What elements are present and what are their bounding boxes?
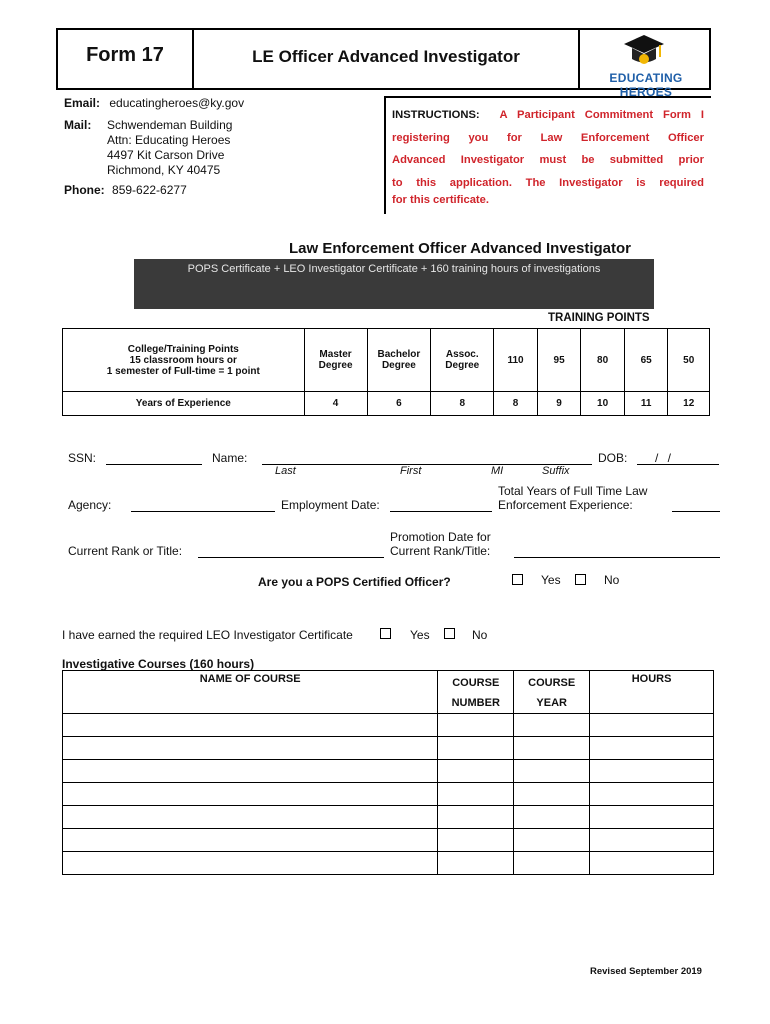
leo-question: I have earned the required LEO Investigator Certificate [62,628,353,642]
form-number: Form 17 [86,44,164,66]
instructions-line: for this certificate. [392,194,489,206]
current-rank-field[interactable] [198,557,384,558]
course-row [63,829,714,852]
course-cell[interactable] [590,714,714,737]
points-header: 110 [494,329,538,392]
course-cell[interactable] [514,737,590,760]
current-rank-label: Current Rank or Title: [68,544,183,558]
course-cell[interactable] [590,760,714,783]
points-header: 95 [537,329,581,392]
training-points-table [62,328,710,416]
course-cell[interactable] [63,760,438,783]
leo-yes-checkbox[interactable] [380,628,391,639]
agency-field[interactable] [131,511,275,512]
years-experience-label: Years of Experience [63,392,305,416]
requirements-text: POPS Certificate + LEO Investigator Certificate + 160 training hours of investigations [187,263,601,275]
course-cell[interactable] [438,852,514,875]
label-line: 15 classroom hours or [129,354,237,366]
course-cell[interactable] [438,806,514,829]
address-line: 4497 Kit Carson Drive [107,148,225,162]
pops-yes-label: Yes [541,573,561,587]
email-label: Email: [64,96,101,110]
courses-title: Investigative Courses (160 hours) [62,657,255,671]
course-cell[interactable] [590,852,714,875]
ssn-field[interactable] [106,464,202,465]
pops-no-checkbox[interactable] [575,574,586,585]
years-cell: 11 [624,392,668,416]
promotion-date-field[interactable] [514,557,720,558]
years-cell: 6 [367,392,431,416]
ssn-label: SSN: [68,451,97,465]
years-cell: 10 [581,392,625,416]
name-part-last: Last [275,465,296,477]
degree-header: Assoc. Degree [431,329,494,392]
course-row [63,783,714,806]
course-cell[interactable] [438,737,514,760]
course-cell[interactable] [514,760,590,783]
instructions-line: Advanced Investigator must be submitted prior [392,154,704,166]
section-title: Law Enforcement Officer Advanced Investigator [288,240,632,257]
name-part-mi: MI [491,465,504,477]
course-cell[interactable] [514,852,590,875]
course-cell[interactable] [438,829,514,852]
hours-header: HOURS [590,671,714,714]
years-cell: 9 [537,392,581,416]
instructions-text [392,104,704,194]
header-divider [192,28,194,90]
mail-label: Mail: [64,118,92,132]
course-cell[interactable] [514,714,590,737]
years-cell: 12 [668,392,710,416]
promotion-date-label: Promotion Date for [390,530,491,544]
course-row [63,806,714,829]
course-row [63,714,714,737]
dob-separator: / / [655,451,672,465]
header-divider [578,28,580,90]
course-number-header [438,671,514,714]
course-cell[interactable] [590,783,714,806]
leo-yes-label: Yes [410,628,430,642]
course-cell[interactable] [514,806,590,829]
instructions-label: INSTRUCTIONS: [392,109,480,121]
phone-value: 859-622-6277 [112,183,187,197]
label-line: College/Training Points [127,343,239,355]
header-line: COURSE [528,677,576,689]
address-line: Schwendeman Building [107,118,233,132]
address-line: Attn: Educating Heroes [107,133,231,147]
pops-no-label: No [604,573,620,587]
years-cell: 8 [494,392,538,416]
email-value: educatingheroes@ky.gov [109,96,245,110]
promotion-date-label: Current Rank/Title: [390,544,491,558]
pops-question: Are you a POPS Certified Officer? [258,575,451,589]
points-header: 65 [624,329,668,392]
header-line: YEAR [536,697,567,709]
course-cell[interactable] [63,806,438,829]
logo-text: EDUCATING HEROES [609,71,683,99]
years-cell: 4 [304,392,367,416]
degree-header: Master Degree [304,329,367,392]
course-cell[interactable] [63,852,438,875]
course-cell[interactable] [514,783,590,806]
training-points-label: TRAINING POINTS [548,312,650,324]
course-cell[interactable] [63,829,438,852]
years-cell: 8 [431,392,494,416]
instructions-line: A Participant Commitment Form I [499,109,704,121]
course-year-header [514,671,590,714]
form-title: LE Officer Advanced Investigator [252,47,520,66]
employment-date-field[interactable] [390,511,492,512]
phone-label: Phone: [64,183,105,197]
phone-row [64,183,187,198]
agency-label: Agency: [68,498,112,512]
points-header: 50 [668,329,710,392]
course-cell[interactable] [590,806,714,829]
label-line: 1 semester of Full-time = 1 point [106,365,260,377]
dob-label: DOB: [598,451,628,465]
course-cell[interactable] [63,737,438,760]
course-row [63,737,714,760]
revised-date: Revised September 2019 [590,966,702,977]
course-cell[interactable] [590,829,714,852]
leo-no-checkbox[interactable] [444,628,455,639]
course-row [63,760,714,783]
employment-date-label: Employment Date: [281,498,380,512]
course-cell[interactable] [438,760,514,783]
course-name-header: NAME OF COURSE [63,671,438,714]
total-years-field[interactable] [672,511,720,512]
course-cell[interactable] [438,783,514,806]
name-part-suffix: Suffix [542,465,570,477]
total-years-label: Enforcement Experience: [498,498,633,512]
leo-no-label: No [472,628,488,642]
pops-yes-checkbox[interactable] [512,574,523,585]
course-cell[interactable] [590,737,714,760]
instructions-line: registering you for Law Enforcement Officer [392,131,704,144]
graduation-cap-icon [622,33,666,71]
course-cell[interactable] [63,714,438,737]
points-header: 80 [581,329,625,392]
total-years-label: Total Years of Full Time Law [498,484,648,498]
course-row [63,852,714,875]
name-label: Name: [212,451,248,465]
header-line: NUMBER [451,697,500,709]
dob-field[interactable] [637,464,719,465]
mail-address [107,118,232,178]
course-cell[interactable] [514,829,590,852]
courses-table [62,670,714,875]
instructions-line: to this application. The Investigator is required [392,176,704,189]
college-points-label [63,329,305,392]
name-part-first: First [400,465,422,477]
course-cell[interactable] [438,714,514,737]
course-cell[interactable] [63,783,438,806]
address-line: Richmond, KY 40475 [107,163,221,177]
email-row [64,96,244,111]
degree-header: Bachelor Degree [367,329,431,392]
header-line: COURSE [452,677,500,689]
